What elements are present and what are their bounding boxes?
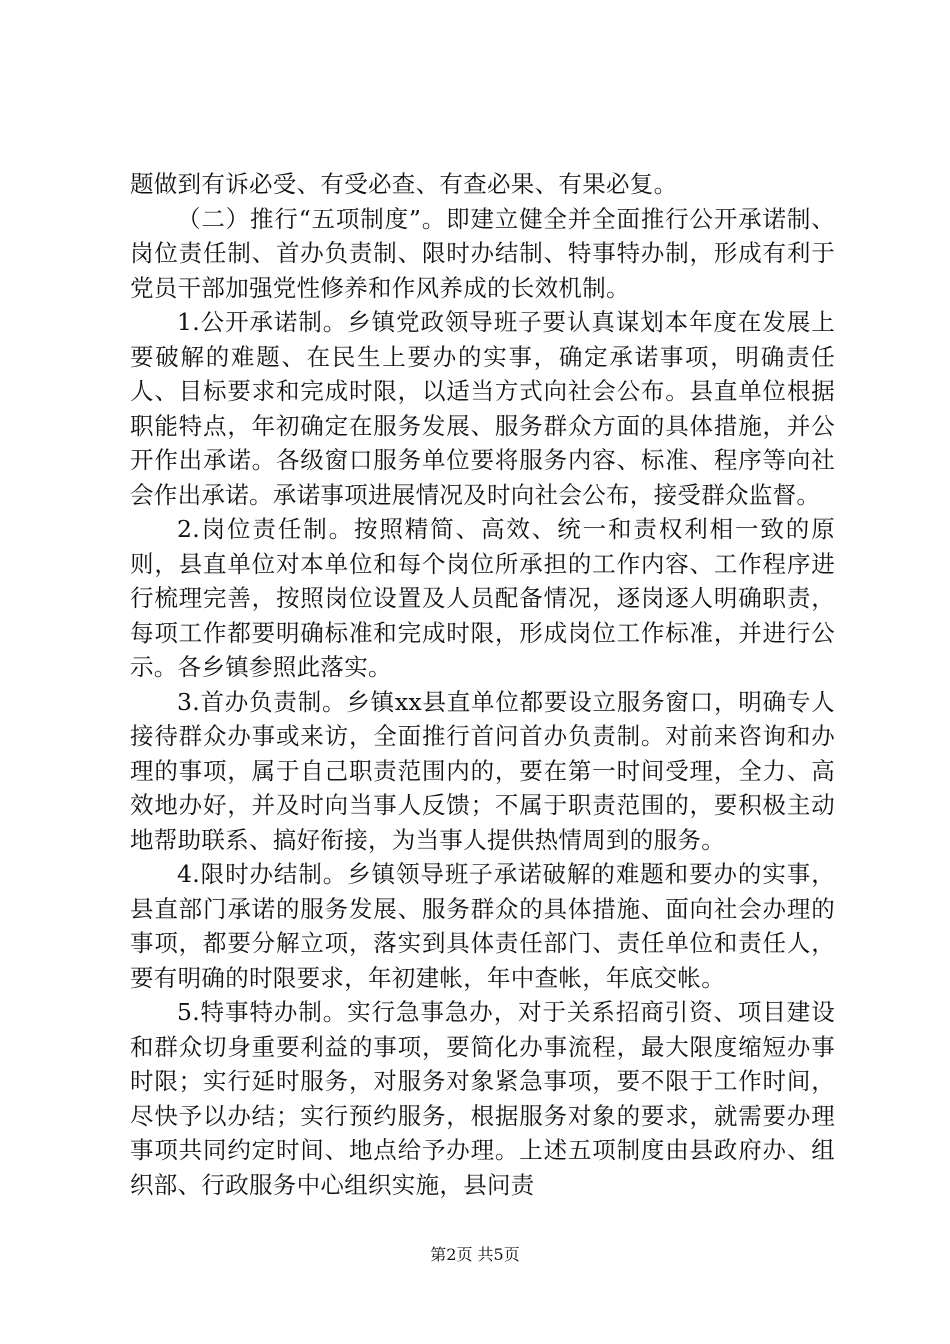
page-footer: 第2页 共5页 — [430, 1245, 520, 1264]
paragraph-7: 5.特事特办制。实行急事急办，对于关系招商引资、项目建设和群众切身重要利益的事项，要简化办事流程，最大限度缩短办事时限；实行延时服务，对服务对象紧急事项，要不限于工作时间，尽快予以办结；实行预约服务，根据服务对象的要求，就需要办理事项共同约定时间、地点给予办理。上述五项制度由县政府办、组织部、行政服务中心组织实施，县问责 — [130, 998, 835, 1199]
paragraph-5: 3.首办负责制。乡镇xx县直单位都要设立服务窗口，明确专人接待群众办事或来访，全面推行首问首办负责制。对前来咨询和办理的事项，属于自己职责范围内的，要在第一时间受理，全力、高效地办好，并及时向当事人反馈；不属于职责范围的，要积极主动地帮助联系、搞好衔接，为当事人提供热情周到的服务。 — [130, 687, 835, 854]
document-body — [130, 167, 835, 1202]
paragraph-1: 题做到有诉必受、有受必查、有查必果、有果必复。 — [130, 170, 678, 198]
paragraph-6: 4.限时办结制。乡镇领导班子承诺破解的难题和要办的实事，县直部门承诺的服务发展、服务群众的具体措施、面向社会办理的事项，都要分解立项，落实到具体责任部门、责任单位和责任人，要有明确的时限要求，年初建帐，年中查帐，年底交帐。 — [130, 860, 835, 992]
paragraph-2: （二）推行“五项制度”。即建立健全并全面推行公开承诺制、岗位责任制、首办负责制、限时办结制、特事特办制，形成有利于党员干部加强党性修养和作风养成的长效机制。 — [130, 204, 835, 302]
paragraph-4: 2.岗位责任制。按照精简、高效、统一和责权利相一致的原则，县直单位对本单位和每个岗位所承担的工作内容、工作程序进行梳理完善，按照岗位设置及人员配备情况，逐岗逐人明确职责，每项工作都要明确标准和完成时限，形成岗位工作标准，并进行公示。各乡镇参照此落实。 — [130, 515, 835, 681]
paragraph-3: 1.公开承诺制。乡镇党政领导班子要认真谋划本年度在发展上要破解的难题、在民生上要办的实事，确定承诺事项，明确责任人、目标要求和完成时限，以适当方式向社会公布。县直单位根据职能特点，年初确定在服务发展、服务群众方面的具体措施，并公开作出承诺。各级窗口服务单位要将服务内容、标准、程序等向社会作出承诺。承诺事项进展情况及时向社会公布，接受群众监督。 — [130, 308, 835, 509]
